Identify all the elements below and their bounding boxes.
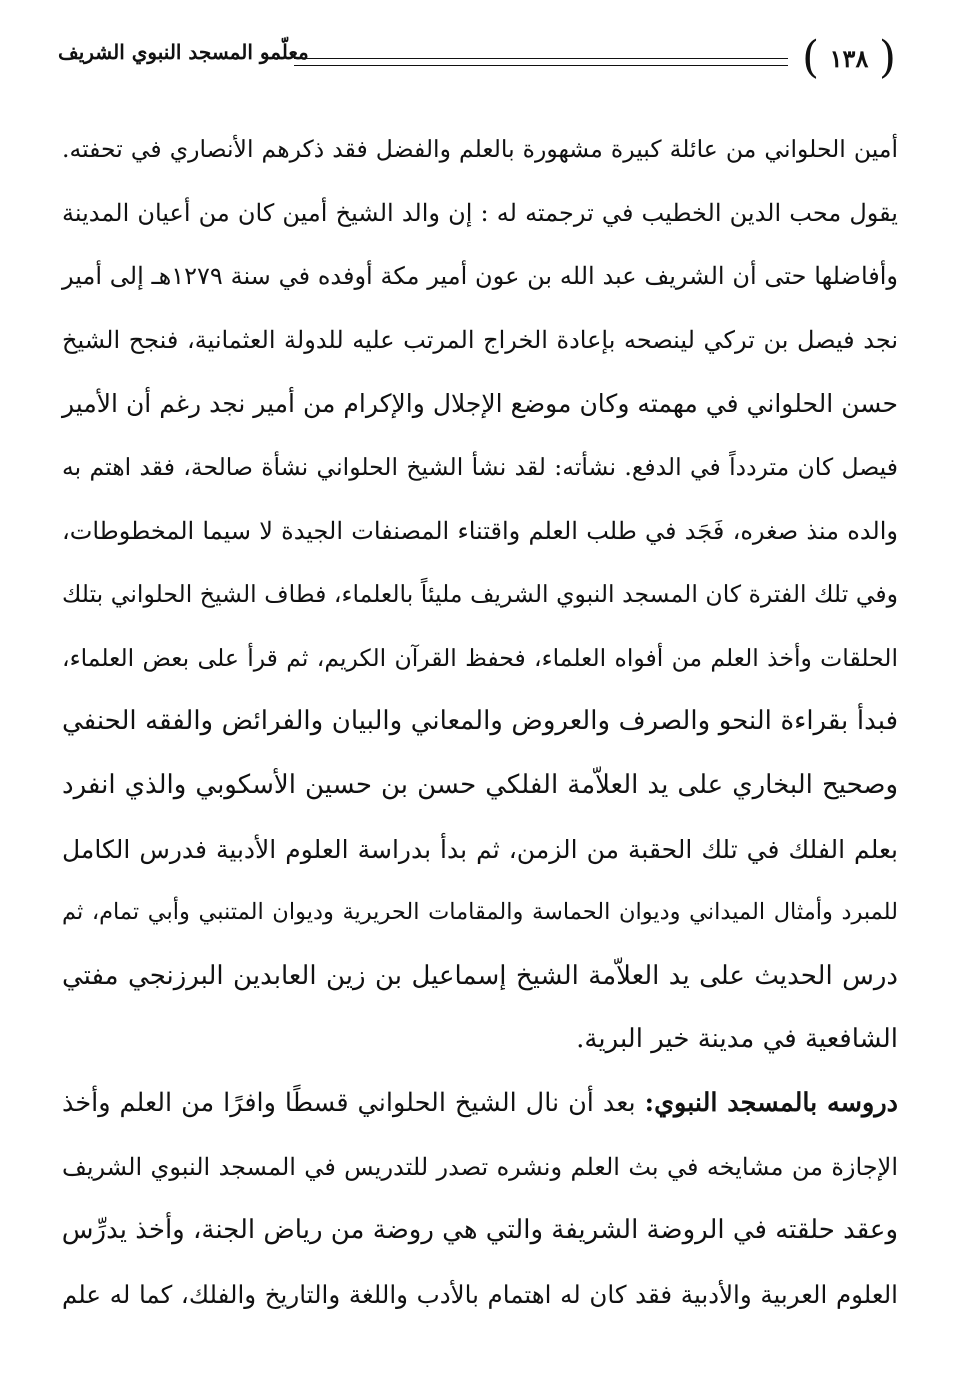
text-line: الإجازة من مشايخه في بث العلم ونشره تصدر للتدريس في المسجد النبوي الشريف [62,1152,898,1181]
text-line: الحلقات وأخذ العلم من أفواه العلماء، فحفظ القرآن الكريم، ثم قرأ على بعض العلماء، [62,643,898,672]
text-line: فيصل كان متردداً في الدفع. نشأته: لقد نشأ الشيخ الحلواني نشأة صالحة، فقد اهتم به [62,452,898,481]
text-line: للمبرد وأمثال الميداني وديوان الحماسة والمقامات الحريرية وديوان المتنبي وأبي تمام، ثم [62,899,898,926]
page-number-box [802,34,896,86]
page-number: ١٣٨ [829,44,869,73]
text-line: درس الحديث على يد العلاّمة الشيخ إسماعيل بن زين العابدين البرزنجي مفتي [62,960,898,991]
text-line: وصحيح البخاري على يد العلاّمة الفلكي حسن بن حسين الأسكوبي والذي انفرد [62,769,898,800]
page-number-right-bracket: ) [878,32,896,83]
text-line: يقول محب الدين الخطيب في ترجمته له : إن والد الشيخ أمين كان من أعيان المدينة [62,198,898,227]
page-number-left-bracket: ( [802,32,820,83]
text-line: وعقد حلقته في الروضة الشريفة والتي هي روضة من رياض الجنة، وأخذ يدرِّس [61,1215,898,1246]
section-heading: دروسه بالمسجد النبوي: [644,1087,898,1118]
running-header [58,30,896,90]
text-line: أمين الحلواني من عائلة كبيرة مشهورة بالعلم والفضل فقد ذكرهم الأنصاري في تحفته. [62,135,898,163]
text-line: والده منذ صغره، فَجَد في طلب العلم واقتناء المصنفات الجيدة لا سيما المخطوطات، [62,516,898,545]
header-double-rule [294,58,788,66]
body-text [62,118,898,1326]
text-line: بعلم الفلك في تلك الحقبة من الزمن، ثم بدأ بدراسة العلوم الأدبية فدرس الكامل [62,834,898,864]
text-line: وأفاضلها حتى أن الشريف عبد الله بن عون أمير مكة أوفده في سنة ١٢٧٩هـ إلى أمير [62,262,898,291]
text-line-paragraph-end: الشافعية في مدينة خير البرية. [576,1024,898,1055]
running-header-title: معلّمو المسجد النبوي الشريف [58,40,309,64]
text-line: فبدأ بقراءة النحو والصرف والعروض والمعاني والبيان والفرائض والفقه الحنفي [62,706,898,737]
text-line: العلوم العربية والأدبية فقد كان له اهتمام بالأدب واللغة والتاريخ والفلك، كما له علم [62,1279,898,1309]
text-line: وفي تلك الفترة كان المسجد النبوي الشريف مليئاً بالعلماء، فطاف الشيخ الحلواني بتلك [62,580,898,609]
text-line: نجد فيصل بن تركي لينصحه بإعادة الخراج المرتب عليه للدولة العثمانية، فنجح الشيخ [62,325,898,354]
text-line: حسن الحلواني في مهمته وكان موضع الإجلال والإكرام من أمير نجد رغم أن الأمير [62,389,898,419]
section-line-text: بعد أن نال الشيخ الحلواني قسطًا وافرًا من العلم وأخذ [62,1087,645,1118]
section-first-line [62,1072,898,1136]
